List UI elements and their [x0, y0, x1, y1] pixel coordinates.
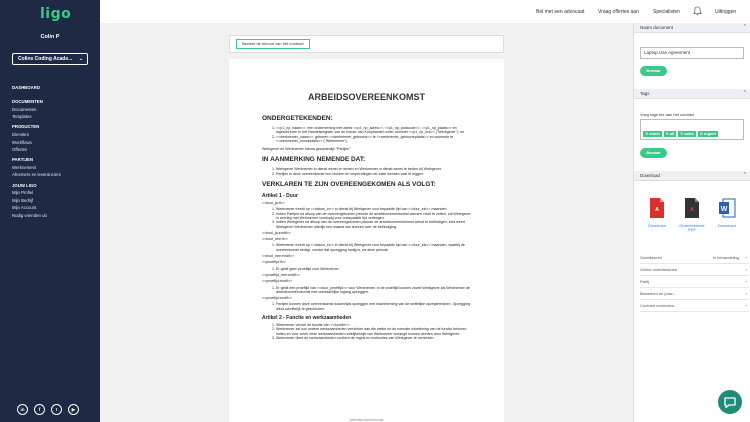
company-select[interactable] — [12, 53, 88, 65]
template-tag: <<bool_ja:if>> — [262, 201, 285, 206]
list-item: 1. <<p1_np_naam>>, een onderneming met adres <<p1_np_adres>>, <<p1_np_postcode>>, <<p1_np_plaats>> en ingeschreven in het Handelsregister van de Kamer van Koophandel onder nummer <<p1_np_kvk>> ("Werkgever"); en — [276, 126, 472, 135]
word-icon — [718, 198, 736, 218]
tags-input[interactable] — [640, 119, 744, 140]
download-label: Ondertekende PDF — [679, 222, 705, 232]
meta-row-partij[interactable] — [640, 277, 749, 288]
chevron-right-icon: › — [745, 255, 747, 260]
sidebar — [0, 0, 100, 422]
signed-pdf-icon — [683, 198, 701, 218]
bell-icon[interactable] — [693, 6, 702, 16]
save-name-button[interactable]: Bewaar — [640, 66, 667, 76]
template-tag: <<bool_ja:endif>> — [262, 230, 291, 235]
meta-label: Bewerken en jouw... — [640, 291, 676, 296]
partijen-line: Werkgever en Werknemer hierna gezamenlijk "Partijen" — [262, 147, 351, 152]
article-2-heading: Artikel 2 - Functie en werkzaamheden — [262, 315, 352, 322]
chat-button[interactable] — [718, 390, 742, 414]
heading-aanmerking: IN AANMERKING NEMENDE DAT: — [262, 156, 366, 164]
nav-item-mijn-account[interactable]: Mijn Account — [12, 205, 37, 211]
facebook-icon[interactable]: f — [34, 404, 45, 415]
list-item: 2. Partijen in deze overeenkomst hun rechten en verplichtingen ter zake wensen vast te leggen. — [276, 172, 472, 176]
chevron-right-icon: › — [745, 279, 747, 284]
panel-head-naam[interactable] — [634, 23, 750, 33]
tags-label: Voeg tags toe aan het contract — [640, 112, 695, 117]
heading-verklaren: VERKLAREN TE ZIJN OVEREENGEKOMEN ALS VOLGT: — [262, 181, 436, 189]
svg-text:A: A — [690, 207, 694, 213]
nav-item-templates[interactable]: Templates — [12, 114, 32, 120]
nav-item-nodig-vrienden[interactable]: Nodig vrienden uit — [12, 212, 47, 218]
nav-section-producten[interactable]: PRODUCTEN — [12, 124, 40, 130]
chevron-up-icon: ⌃ — [742, 172, 747, 178]
document-name-input[interactable]: Laptop Use Agreement — [640, 47, 744, 59]
tag-chip[interactable]: ✕ urgent — [699, 132, 716, 136]
nav-item-diensten[interactable]: Diensten — [12, 131, 29, 137]
chevron-right-icon: › — [745, 303, 747, 308]
social-links — [17, 404, 79, 415]
list-item: 1. Werknemer vervult de functie van <<functie>>. — [276, 323, 472, 327]
list-item: 2. <<werknemer_naam>>, geboren <<werknemer_geboorte>> te <<werknemer_geboorteplaats>> en wonende te <<werknemer_woonplaats>> ("Werknemer"). — [276, 135, 472, 144]
list-item: 1. Er geldt een proeftijd van <<duur_proeftijd>> voor Werknemer. In de proeftijd kunnen zowel Werkgever als Werknemer de arbeidsovereenkomst met onmiddellijke ingang opzeggen. — [276, 286, 472, 295]
panel-head-download[interactable] — [634, 171, 750, 181]
edit-contract-button[interactable]: Bewerk de inhoud van het contract — [236, 39, 310, 49]
svg-text:A: A — [655, 207, 659, 213]
document-body[interactable] — [262, 110, 472, 340]
meta-row-bewerken[interactable] — [640, 289, 749, 300]
meta-label: Goedkeuren — [640, 255, 663, 260]
chevron-down-icon: ⌄ — [78, 56, 83, 62]
meta-label: Partij — [640, 279, 650, 284]
download-signed-pdf[interactable] — [677, 198, 707, 233]
topnav-uitloggen[interactable]: Uitloggen — [715, 9, 737, 15]
download-word[interactable] — [712, 198, 742, 228]
nav-item-offertes[interactable]: Offertes — [12, 147, 28, 153]
meta-label: Contract reminders... — [640, 303, 678, 308]
nav-item-mijn-profiel[interactable]: Mijn Profiel — [12, 190, 34, 196]
template-tag: <<proeftijd:endif>> — [262, 279, 292, 284]
ligo-logo[interactable]: ligo — [40, 6, 72, 22]
company-select-value: Colins Coding Acade... — [18, 56, 73, 62]
meta-row-reminders[interactable] — [640, 301, 749, 312]
panel-head-label: Naam document — [640, 25, 674, 30]
panel-head-label: Download — [640, 173, 661, 178]
chevron-right-icon: › — [745, 267, 747, 272]
nav-item-afnemers[interactable]: Afnemers en leveranciers — [12, 172, 61, 178]
download-label: Download — [718, 222, 736, 228]
article-1-heading: Artikel 1 - Duur — [262, 193, 298, 200]
nav-item-workflows[interactable]: Workflows — [12, 139, 32, 145]
save-tags-button[interactable]: Bewaar — [640, 148, 667, 158]
template-tag: <<proeftijd:if>> — [262, 260, 286, 265]
user-name: Colin P — [40, 34, 60, 40]
template-tag: <<proeftijd_nee:endif>> — [262, 272, 300, 277]
chevron-up-icon: ⌃ — [742, 24, 747, 30]
linkedin-icon[interactable]: in — [17, 404, 28, 415]
download-label: Download — [648, 222, 666, 228]
nav-section-jouw-ligo[interactable]: JOUW LIGO — [12, 182, 37, 188]
chat-icon — [718, 390, 742, 414]
panel-head-tags[interactable] — [634, 89, 750, 99]
meta-row-online-ondertekenen[interactable] — [640, 265, 749, 276]
tag-chip[interactable]: ✕ dutch — [645, 132, 660, 136]
nav-item-mijn-bedrijf[interactable]: Mijn Bedrijf — [12, 197, 34, 203]
topnav-specialisten[interactable]: Specialisten — [653, 9, 680, 15]
tag-chip[interactable]: ✕ sales — [680, 132, 694, 136]
nav-item-documenten[interactable]: Documenten — [12, 106, 37, 112]
chevron-right-icon: › — [745, 291, 747, 296]
pdf-icon — [648, 198, 666, 218]
download-pdf[interactable] — [642, 198, 672, 228]
heading-ondergetekenden: ONDERGETEKENDEN: — [262, 115, 333, 122]
nav-section-documenten[interactable]: DOCUMENTEN — [12, 99, 43, 105]
list-item: 2. Indien Partijen na afloop van de overeengekomen periode de arbeidsovereenkomst wensen voort te zetten, zal Werkgever in overleg met Werknemer voorlopig voor onbepaalde tijd verlengen. — [276, 212, 472, 221]
list-item: 1. Werknemer treedt op <<datum_in>> in dienst bij Werkgever voor bepaalde tijd van <<duur_ink>> maanden, waarbij de overeenkomst eindigt, zonder dat opzegging nodig is, na deze periode. — [276, 243, 472, 252]
list-item: 1. Er geldt geen proeftijd voor Werknemer. — [276, 267, 472, 271]
template-tag: <<bool_nee:if>> — [262, 237, 288, 242]
document-footer: Arbeidsovereenkomst — [349, 418, 384, 422]
list-item: 1. Partijen kunnen deze overeenkomst tussentijds opzeggen met inachtneming van de wettelijke opzegtermijnen. Opzegging dient schriftelijk te geschieden. — [276, 302, 472, 311]
template-tag: <<bool_nee:endif>> — [262, 254, 294, 259]
nav-section-partijen[interactable]: PARTIJEN — [12, 157, 33, 163]
sidebar-nav — [12, 84, 61, 220]
nav-item-werknemers[interactable]: Werknemers — [12, 164, 37, 170]
topnav-vraag-offertes[interactable]: Vraag offertes aan — [598, 9, 639, 15]
list-item: 3. Indien Werkgever na afloop van de overeengekomen periode de arbeidsovereenkomst wenst te beëindigen, informeert Werkgever Werknemer uiterlijk een maand van tevoren over de beëindiging. — [276, 220, 472, 229]
youtube-icon[interactable]: ▶ — [68, 404, 79, 415]
status-value: In behandeling — [712, 255, 739, 260]
right-panel — [633, 23, 750, 422]
editor-toolbar — [229, 35, 504, 53]
template-tag: <<proeftijd:endif>> — [262, 296, 292, 301]
tag-chip[interactable]: ✕ all — [665, 132, 675, 136]
svg-text:W: W — [720, 206, 728, 213]
panel-head-label: Tags — [640, 91, 650, 96]
meta-label: Online ondertekenen — [640, 267, 678, 272]
topbar — [100, 0, 750, 23]
list-item: 1. Werkgever Werknemer in dienst wenst te nemen en Werknemer in dienst wenst te treden bij Werkgever. — [276, 167, 472, 171]
topnav-bel-advocaat[interactable]: Bel met een advocaat — [536, 9, 585, 15]
chevron-up-icon: ⌃ — [742, 90, 747, 96]
list-item: 1. Werknemer treedt op <<datum_in>> in dienst bij Werkgever voor bepaalde tijd van <<duur_ink>> maanden. — [276, 207, 472, 211]
list-item: 3. Werknemer dient de werkzaamheden conform de regels en instructies van Werkgever te verrichten. — [276, 336, 472, 340]
list-item: 2. Werknemer zal ook andere werkzaamheden verrichten dan die welke tot de normale uitoefening van de functie behoren, indien en voor zover deze werkzaamheden redelijkerwijs van Werknemer verlangd kunnen worden door Werkgever. — [276, 327, 472, 336]
document-page — [229, 59, 504, 422]
twitter-icon[interactable]: t — [51, 404, 62, 415]
document-title: ARBEIDSOVEREENKOMST — [307, 92, 425, 102]
meta-row-goedkeuren[interactable] — [640, 253, 749, 264]
nav-dashboard[interactable]: DASHBOARD — [12, 85, 40, 90]
